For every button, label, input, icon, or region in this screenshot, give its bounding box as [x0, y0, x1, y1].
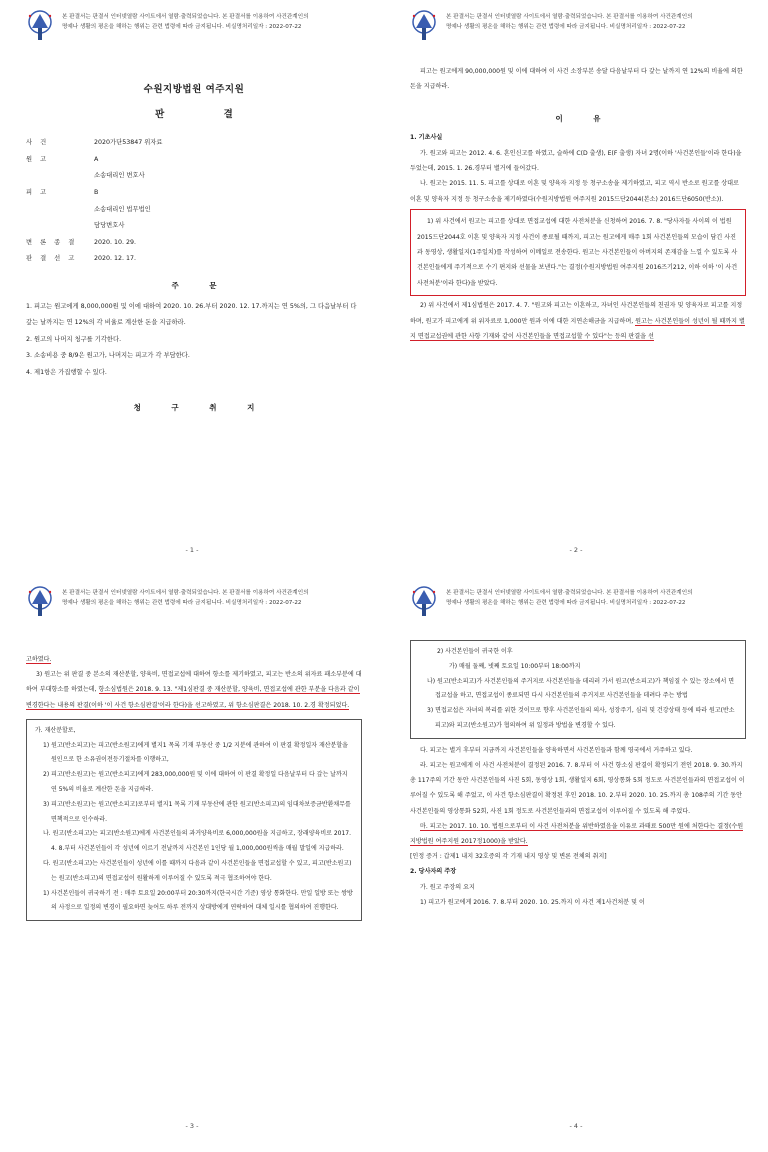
- court-logo-icon: [22, 8, 58, 46]
- notice-text: 본 판결서는 판결서 인터넷열람 사이트에서 열람·출력되었습니다. 본 판결서를 이용하여 사건관계인의 명예나 생활의 평온을 해하는 행위는 관련 법령에 따라 금지됩니다. 비실명처리일자 : 2022-07-22: [62, 590, 309, 606]
- page-3: [0, 576, 384, 1152]
- claim-summary: 1) 피고가 원고에게 2016. 7. 8.부터 2020. 10. 25.까지 이 사건 제1사건처분 및 이: [420, 898, 645, 906]
- jumun-item: 2. 원고의 나머지 청구를 기각한다.: [26, 335, 122, 343]
- banner: [406, 584, 751, 624]
- page-number: - 4 -: [569, 1122, 583, 1130]
- section-heading: 1. 기초사실: [410, 134, 443, 142]
- subsection-heading: 가. 원고 주장의 요지: [420, 883, 475, 891]
- court-name: 수원지방법원 여주지원: [143, 84, 245, 95]
- fact-3: 3) 원고는 위 판결 중 본소의 재산분할, 양육비, 면접교섭에 대하여 항소를 제기하였고, 피고는 반소의 위자료 패소부분에 대하여 부대항소를 하였는데, 항소심법원은 2018. 9. 13. "제1심판결 중 재산분할, 양육비, 면접교섭에 관한 부분을 다음과 같이 변경한다는 내용의 판결(이하 '이 사건 항소심판결'이라 한다)을 선고하였고, 위 항소심판결은 2018. 10. 2.경 확정되었다.: [26, 671, 362, 709]
- underlined-text: 마. 피고는 2017. 10. 10. 법원으로부터 이 사건 사전처분을 위반하였음을 이유로 과태료 500만 원에 처한다는 결정(수원지방법원 여주지원 2017정1000)을 받았다.: [410, 822, 744, 845]
- fact-da: 다. 피고는 별거 후부터 지금까지 사건본인들을 양육하면서 사건본인들과 함께 영국에서 거주하고 있다.: [420, 746, 693, 754]
- page-number: - 3 -: [185, 1122, 199, 1130]
- underlined-text: 항소심법원은 2018. 9. 13. "제1심판결 중 재산분할, 양육비, 면접교섭에 관한 부분을 다음과 같이 변경한다는 내용의 판결(이하 '이 사건 항소심판결'이라 한다)을 선고하였고, 위 항소심판결은 2018. 10. 2.경 확정되었다.: [26, 686, 360, 709]
- fact-2: 2) 위 사건에서 제1심법원은 2017. 4. 7. "원고와 피고는 이혼하고, 자녀인 사건본인들의 친권자 및 양육자로 피고를 지정하며, 원고가 피고에게 위 위자료로 1,000만 원과 이에 대한 지연손해금을 지급하며, 원고는 사건본인들이 성년이 될 때까지 별지 면접교섭권에 관한 사항 기재와 같이 사건본인들을 면접교섭할 수 있다"는 등의 판결을 선: [410, 302, 745, 341]
- underlined-text: 원고는 사건본인들이 성년이 될 때까지 별지 면접교섭권에 관한 사항 기재와 같이 사건본인들을 면접교섭할 수 있다"는 등의 판결을 선: [410, 317, 745, 341]
- case-info: 사 건 2020가단53847 위자료 원 고 A 소송대리인 변호사 피 고 B 소송대리인 법무법인 담당변호사 변 론 종 결 2020. 10. 29. 판 결 선 고 2020. 12. 17.: [26, 139, 163, 263]
- page-1: [0, 0, 384, 576]
- fact-ga: 가. 원고와 피고는 2012. 4. 6. 혼인신고를 하였고, 슬하에 C(D 출생), E(F 출생) 자녀 2명(이하 '사건본인들'이라 한다)을 두었는데, 2015. 1. 26.경부터 별거에 들어갔다.: [410, 149, 742, 173]
- highlight-box: 1) 위 사건에서 원고는 피고를 상대로 면접교섭에 대한 사전처분을 신청하여 2016. 7. 8. "당사자들 사이의 이 법원 2015드단2044호 이혼 및 양육자 지정 사건이 종료될 때까지, 피고는 원고에게 매주 1회 사건본인들의 모습이 담긴 사진과 동영상, 생활일지(1주일치)를 작성하여 이메일로 전송한다. 원고는 사건본인들이 아버지의 존재감을 느낄 수 있도록 사건본인들에게 주기적으로 수기 편지와 선물을 보낸다."는 결정(수원지방법원 여주지원 2016즈기212, 이하 이하 '이 사건 사전처분'이라 한다)을 받았다.: [410, 209, 746, 296]
- page-number: - 2 -: [569, 546, 583, 554]
- page-2: [384, 0, 768, 576]
- underlined-text: 고하였다.: [26, 656, 52, 663]
- banner: [22, 584, 367, 624]
- banner: [22, 8, 367, 48]
- claim-title: 청 구 취 지: [133, 402, 269, 412]
- court-logo-icon: [22, 584, 58, 622]
- jumun-item: 3. 소송비용 중 8/9은 원고가, 나머지는 피고가 각 부담한다.: [26, 352, 190, 360]
- fact-na: 나. 원고는 2015. 11. 5. 피고를 상대로 이혼 및 양육자 지정 등 청구소송을 제기하였고, 피고 역시 반소로 원고를 상대로 이혼 및 양육자 지정 등 청구소송을 제기하였다(수원지방법원 여주지원 2015드단2044(본소) 2016드단6050(반소)).: [410, 180, 739, 203]
- fact-ra: 라. 피고는 원고에게 이 사건 사전처분이 결정된 2016. 7. 8.부터 이 사건 항소심 판결이 확정되기 전인 2018. 9. 30.까지 총 117주의 기간 동안 사건본인들의 사진 5회, 동영상 1회, 생활일지 6회, 영상통화 5회 정도로 사건본인들과의 면접교섭이 이루어질 수 있도록 해 주었고, 이 사건 항소심판결이 확정된 후인 2018. 10. 2.부터 2020. 10. 25.까지 총 108주의 기간 동안 사건본인들의 영상통화 52회, 사진 1회 정도로 사건본인들과의 면접교섭이 이루어질 수 있도록 해 주었다.: [410, 761, 745, 815]
- claim-text: 피고는 원고에게 90,000,000원 및 이에 대하여 이 사건 소장부본 송달 다음날부터 다 갚는 날까지 연 12%의 비율에 의한 돈을 지급하라.: [410, 68, 743, 91]
- page-number: - 1 -: [185, 546, 199, 554]
- reason-title: 이 유: [555, 113, 615, 123]
- section-heading: 2. 당사자의 주장: [410, 868, 457, 876]
- appeal-terms-box-cont: 2) 사건본인들이 귀국한 이후 가) 매월 둘째, 넷째 토요일 10:00부터 18:00까지 나) 원고(반소피고)가 사건본인들의 주거지로 사건본인들을 데리러 가서 원고(반소피고)가 책임질 수 있는 장소에서 면접교섭을 하고, 면접교섭이 종료되면 다시 사건본인들의 주거지로 사건본인들을 데려다 주는 방법 3) 면접교섭은 자녀의 복리를 위한 것이므로 향후 사건본인들의 의사, 성장주기, 심리 및 건강상태 등에 따라 원고(반소피고)와 피고(반소원고)가 협의하여 위 일정과 방법을 변경할 수 있다.: [410, 640, 746, 739]
- jumun-item: 1. 피고는 원고에게 8,000,000원 및 이에 대하여 2020. 10. 26.부터 2020. 12. 17.까지는 연 5%의, 그 다음날부터 다 갚는 날까지는 연 12%의 각 비율로 계산한 돈을 지급하라.: [26, 302, 357, 327]
- notice-text: 본 판결서는 판결서 인터넷열람 사이트에서 열람·출력되었습니다. 본 판결서를 이용하여 사건관계인의 명예나 생활의 평온을 해하는 행위는 관련 법령에 따라 금지됩니다. 비실명처리일자 : 2022-07-22: [446, 14, 693, 30]
- notice-text: 본 판결서는 판결서 인터넷열람 사이트에서 열람·출력되었습니다. 본 판결서를 이용하여 사건관계인의 명예나 생활의 평온을 해하는 행위는 관련 법령에 따라 금지됩니다. 비실명처리일자 : 2022-07-22: [62, 14, 309, 30]
- jumun-title: 주 문: [171, 280, 231, 290]
- jumun-item: 4. 제1항은 가집행할 수 있다.: [26, 368, 107, 376]
- judgment-title: 판 결: [155, 108, 261, 120]
- page-4: [384, 576, 768, 1152]
- court-logo-icon: [406, 584, 442, 622]
- banner: [406, 8, 751, 48]
- evidence-note: [인정 증거 : 갑제1 내지 32호증의 각 기재 내지 영상 및 변론 전체의 취지]: [410, 853, 607, 861]
- notice-text: 본 판결서는 판결서 인터넷열람 사이트에서 열람·출력되었습니다. 본 판결서를 이용하여 사건관계인의 명예나 생활의 평온을 해하는 행위는 관련 법령에 따라 금지됩니다. 비실명처리일자 : 2022-07-22: [446, 590, 693, 606]
- court-logo-icon: [406, 8, 442, 46]
- appeal-terms-box: 가. 재산분할로, 1) 원고(반소피고)는 피고(반소원고)에게 별지1 목록 기재 부동산 중 1/2 지분에 관하여 이 판결 확정일자 재산분할을 원인으로 한 소유권이전등기절차를 이행하고, 2) 피고(반소원고)는 원고(반소피고)에게 283,000,000원 및 이에 대하여 이 판결 확정일 다음날부터 다 갚는 날까지 연 5%의 비율로 계산한 돈을 지급하라. 3) 피고(반소원고)는 원고(반소피고)로부터 별지1 목록 기재 부동산에 관한 원고(반소피고)의 임대차보증금반환채무를 면책적으로 인수하라. 나. 원고(반소피고)는 피고(반소원고)에게 사건본인들의 과거양육비로 6,000,000원을 지급하고, 장래양육비로 2017. 4. 8.부터 사건본인들이 각 성년에 이르기 전날까지 사건본인 1인당 월 1,000,000원씩을 매월 말일에 지급하라. 다. 원고(반소피고)는 사건본인들이 성년에 이를 때까지 다음과 같이 사건본인들을 면접교섭할 수 있고, 피고(반소원고)는 원고(반소피고)의 면접교섭이 원활하게 이루어질 수 있도록 적극 협조하여야 한다. 1) 사건본인들이 귀국하기 전 : 매주 토요일 20:00부터 20:30까지(한국시간 기준) 영상 통화한다. 만일 일방 또는 쌍방의 사정으로 일정의 변경이 필요하면 늦어도 하루 전까지 상대방에게 연락하여 대체 일시를 협의하여 진행한다.: [26, 719, 362, 921]
